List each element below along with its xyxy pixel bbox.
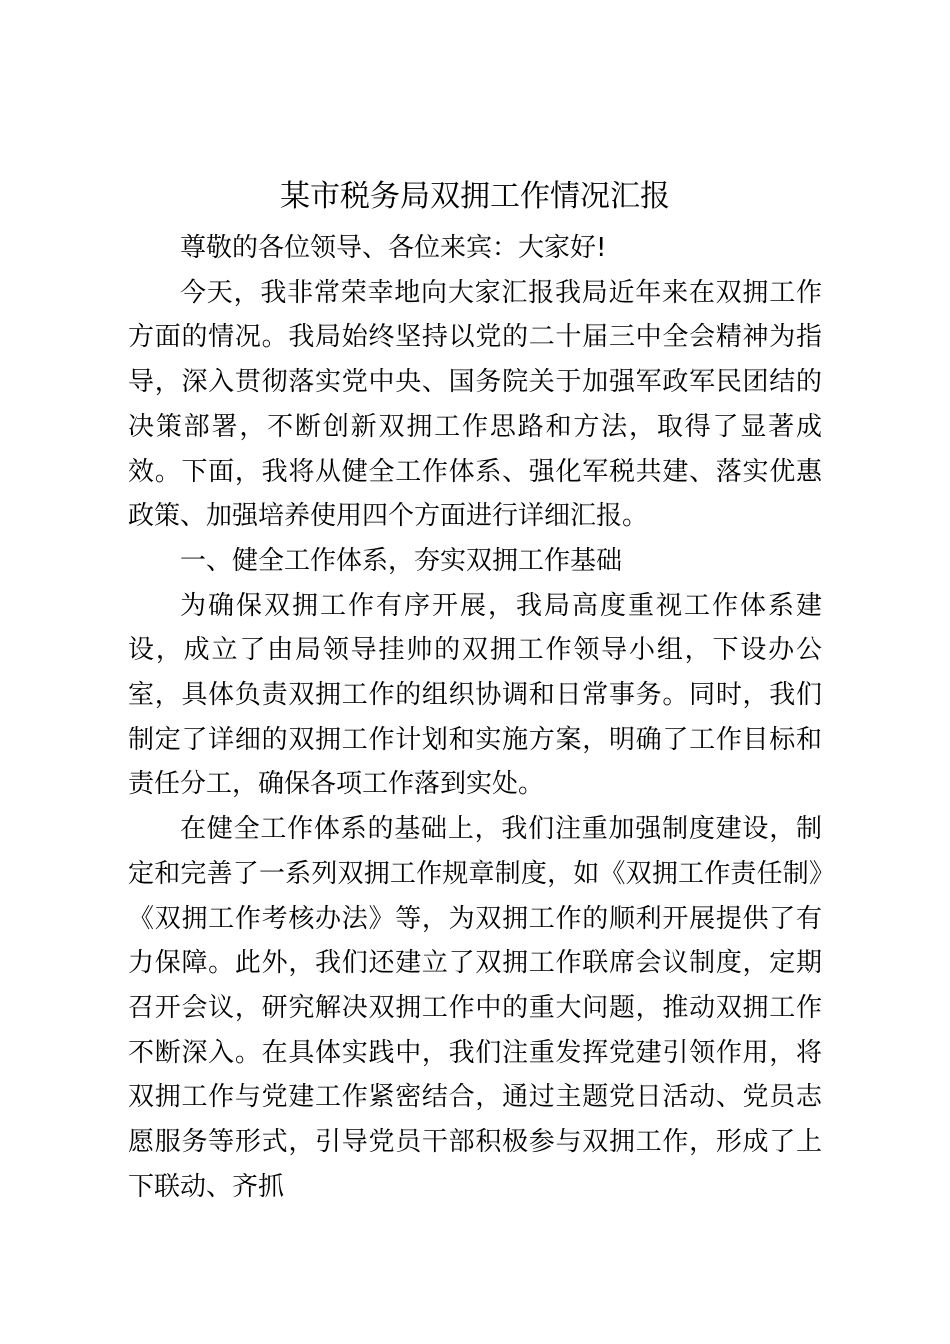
intro-paragraph: 今天，我非常荣幸地向大家汇报我局近年来在双拥工作方面的情况。我局始终坚持以党的二十届三中全会精神为指导，深入贯彻落实党中央、国务院关于加强军政军民团结的决策部署，不断创新双拥工作思路和方法，取得了显著成效。下面，我将从健全工作体系、强化军税共建、落实优惠政策、加强培养使用四个方面进行详细汇报。	[128, 277, 822, 532]
greeting-paragraph: 尊敬的各位领导、各位来宾：大家好!	[180, 233, 607, 263]
document-title: 某市税务局双拥工作情况汇报	[280, 179, 670, 214]
section-heading: 一、健全工作体系，夯实双拥工作基础	[180, 545, 623, 576]
body-paragraph: 在健全工作体系的基础上，我们注重加强制度建设，制定和完善了一系列双拥工作规章制度，如《双拥工作责任制》《双拥工作考核办法》等，为双拥工作的顺利开展提供了有力保障。此外，我们还建立了双拥工作联席会议制度，定期召开会议，研究解决双拥工作中的重大问题，推动双拥工作不断深入。在具体实践中，我们注重发挥党建引领作用，将双拥工作与党建工作紧密结合，通过主题党日活动、党员志愿服务等形式，引导党员干部积极参与双拥工作，形成了上下联动、齐抓	[128, 814, 822, 1202]
body-paragraph: 为确保双拥工作有序开展，我局高度重视工作体系建设，成立了由局领导挂帅的双拥工作领导小组，下设办公室，具体负责双拥工作的组织协调和日常事务。同时，我们制定了详细的双拥工作计划和实施方案，明确了工作目标和责任分工，确保各项工作落到实处。	[128, 590, 822, 800]
document-body	[128, 226, 822, 1209]
